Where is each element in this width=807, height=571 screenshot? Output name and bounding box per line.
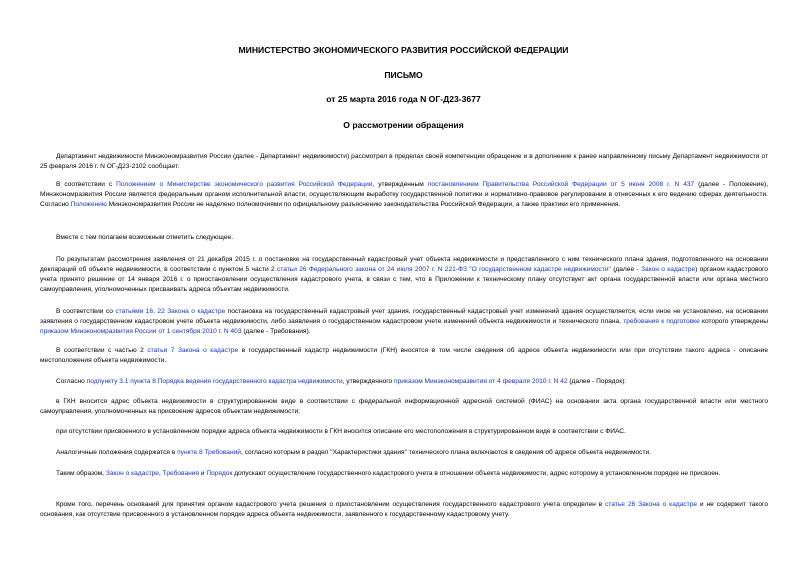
paragraph xyxy=(40,180,768,210)
document-link[interactable]: приказом Минэкономразвития от 4 февраля 2010 г. N 42 xyxy=(394,378,568,385)
paragraph-text: Минэкономразвития России не наделено полномочиями по официальному разъяснению законодательства Российской Федерации, а также практики его применения. xyxy=(106,201,621,208)
paragraph xyxy=(40,469,768,479)
paragraph-text: (далее - xyxy=(610,266,641,273)
document-link[interactable]: приказом Минэкономразвития России от 1 сентября 2010 г. N 403 xyxy=(40,328,242,335)
document-link[interactable]: статьи 26 Федерального закона от 24 июля 2007 г. N 221-ФЗ "О государственном кадастре недвижимости" xyxy=(276,266,611,273)
paragraph-text: Департамент недвижимости Минэкономразвития России (далее - Департамент недвижимости) рассмотрел в пределах своей компетенции обращение и в дополнение к ранее направленному письму Департамент недвижимости от 25 февраля 2016 г. N ОГ-Д23-2102 сообщает. xyxy=(40,153,768,170)
paragraph-text: По результатам рассмотрения заявления от 21 декабря 2015 г. о постановке на государственный кадастровый учет объекта недвижимости и представленного с ним технического плана здания, подготовленного на основании деклараций об объекте недвижимости, в соответствии с пунктом 5 части 2 xyxy=(40,256,768,273)
paragraph-text: (далее - Требования). xyxy=(241,328,311,335)
document-link[interactable]: Положению xyxy=(70,201,107,208)
paragraph-text: Вместе с тем полагаем возможным отметить следующее. xyxy=(56,234,234,241)
paragraph-text: В соответствии с частью 2 xyxy=(56,347,148,354)
document-link[interactable]: Требования xyxy=(162,470,200,477)
paragraph-text: в ГКН вносится адрес объекта недвижимости в структурированном виде в соответствии с федеральной информационной адресной системой (ФИАС) на основании акта органа государственной власти или местного самоуправления, уполномоченных на присвоение адресов объектам недвижимости; xyxy=(40,398,768,415)
paragraph xyxy=(40,346,768,366)
paragraph-text: , утвержденного xyxy=(342,378,395,385)
document-link[interactable]: статьи 7 Закона о кадастре xyxy=(147,347,239,354)
document-subject: О рассмотрении обращения xyxy=(343,120,464,130)
paragraph-text: Аналогичные положения содержатся в xyxy=(56,449,178,456)
document-link[interactable]: Порядок xyxy=(206,470,233,477)
paragraph xyxy=(40,307,768,337)
paragraph-text: и xyxy=(199,470,207,477)
paragraph xyxy=(40,255,768,295)
paragraph-text: В соответствии со xyxy=(56,308,116,315)
paragraph xyxy=(40,427,768,437)
ministry-heading: МИНИСТЕРСТВО ЭКОНОМИЧЕСКОГО РАЗВИТИЯ РОССИЙСКОЙ ФЕДЕРАЦИИ xyxy=(238,45,569,55)
paragraph-text: , согласно которым в раздел "Характеристики здания" технического плана включаются в сведения об адресе объекта недвижимости. xyxy=(241,449,651,456)
paragraph xyxy=(40,152,768,172)
document-date: от 25 марта 2016 года N ОГ-Д23-3677 xyxy=(326,94,481,104)
document-link[interactable]: подпункту 3.1 пункта 8 Порядка ведения государственного кадастра недвижимости xyxy=(86,378,343,385)
paragraph-text: при отсутствии присвоенного в установленном порядке адреса объекта недвижимости в ГКН вносится описание его местоположения в структурированном виде в соответствии с ФИАС. xyxy=(56,428,626,435)
paragraph-text: постановка на государственный кадастровый учет здания, государственный кадастровый учет изменений здания осуществляется, если иное не установлено, на основании заявления о государственном кадастровом учете объекта недвижимости, либо заявления о государственном кадастровом учете изменений объекта недвижимости и технического плана, xyxy=(40,308,768,325)
paragraph-text: В соответствии с xyxy=(56,181,117,188)
paragraph xyxy=(40,448,768,458)
document-link[interactable]: статьями 16, 22 Закона о кадастре xyxy=(115,308,226,315)
paragraph xyxy=(40,500,768,520)
document-link[interactable]: Закон о кадастре xyxy=(640,266,696,273)
paragraph xyxy=(40,397,768,417)
paragraph-text: ) органом кадастрового учета принято решение от 14 января 2016 г. о приостановлении осуществления кадастрового учета, в связи с тем, что в Приложении к техническому плану отсутствует акт органа государственной власти или органа местного самоуправления, уполномоченных присваивать адреса объектам недвижимости. xyxy=(40,266,768,293)
paragraph xyxy=(40,377,768,387)
document-link[interactable]: пункте 8 Требований xyxy=(177,449,241,456)
paragraph-text: в государственный кадастр недвижимости (ГКН) вносятся в том числе сведения об адресе объекта недвижимости или при отсутствии такого адреса - описание местоположения объекта недвижимости. xyxy=(40,347,768,364)
document-link[interactable]: требования к подготовке xyxy=(623,318,700,325)
document-link[interactable]: статье 26 Закона о кадастре xyxy=(605,501,698,508)
paragraph-text: которого утверждены xyxy=(699,318,768,325)
document-link[interactable]: Закон о кадастре xyxy=(105,470,159,477)
paragraph-text: допускают осуществление государственного кадастрового учета в отношении объекта недвижимости, адрес которому в установленном порядке не присвоен. xyxy=(232,470,721,477)
paragraph-text: Таким образом, xyxy=(56,470,106,477)
paragraph-text: Кроме того, перечень оснований для принятия органом кадастрового учета решения о приостановлении осуществления государственного кадастрового учета определен в xyxy=(56,501,606,508)
paragraph-text: , xyxy=(158,470,163,477)
document-link[interactable]: постановлением Правительства Российской Федерации от 5 июня 2008 г. N 437 xyxy=(427,181,695,188)
paragraph-text: , утвержденным xyxy=(372,181,428,188)
paragraph-text: и не содержит такого основания, как отсутствие присвоенного в установленном порядке адреса объекта недвижимости, заявленного к государственному кадастровому учету. xyxy=(40,501,768,518)
document-link[interactable]: Положением о Министерстве экономического развития Российской Федерации xyxy=(116,181,373,188)
paragraph-text: Согласно xyxy=(56,378,87,385)
paragraph xyxy=(40,233,768,243)
document-type: ПИСЬМО xyxy=(384,70,423,80)
paragraph-text: (далее - Порядок): xyxy=(567,378,627,385)
paragraph-text: (далее - Положение), Минэкономразвития России является федеральным органом исполнительной власти, осуществляющим выработку государственной политики и нормативно-правовое регулирование в отнесенных к его ведению сферах деятельности. Согласно xyxy=(40,181,769,208)
